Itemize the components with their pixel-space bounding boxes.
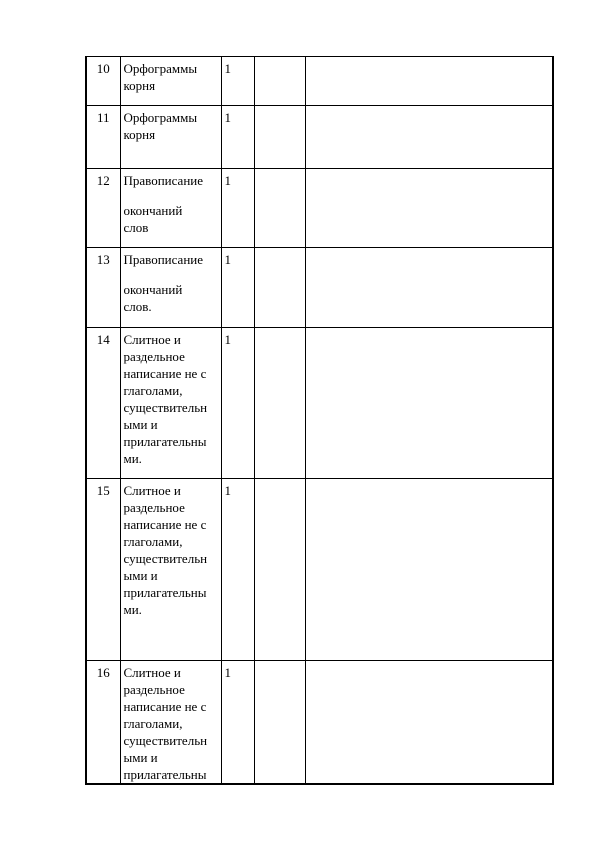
lesson-number-cell: 11 (86, 106, 120, 169)
lesson-note-cell (305, 169, 553, 248)
lesson-number-cell: 15 (86, 479, 120, 661)
lesson-hours-cell: 1 (221, 661, 254, 785)
lesson-hours-cell: 1 (221, 328, 254, 479)
lesson-date-cell (254, 248, 305, 328)
lesson-topic-cell (120, 328, 221, 479)
lesson-date-cell (254, 479, 305, 661)
lesson-note-cell (305, 57, 553, 106)
lesson-hours-cell: 1 (221, 169, 254, 248)
lesson-topic-cell (120, 169, 221, 248)
lesson-topic-line: написание не с (123, 517, 207, 532)
lesson-topic-line: ми. (123, 602, 142, 617)
lesson-note-cell (305, 328, 553, 479)
lesson-topic-line: корня (123, 78, 156, 93)
lesson-topic-line: прилагательны (123, 767, 207, 782)
lesson-topic-line: слов (123, 220, 149, 235)
lesson-topic-cell (120, 106, 221, 169)
table-row (86, 248, 553, 328)
lesson-plan-body (86, 57, 553, 785)
table-row (86, 661, 553, 785)
lesson-note-cell (305, 106, 553, 169)
table-row (86, 106, 553, 169)
lesson-date-cell (254, 328, 305, 479)
lesson-topic-line: слов. (123, 299, 152, 314)
lesson-number-cell: 12 (86, 169, 120, 248)
lesson-date-cell (254, 106, 305, 169)
lesson-topic-line: Слитное и (123, 665, 181, 680)
lesson-hours-cell: 1 (221, 248, 254, 328)
lesson-topic-line: прилагательны (123, 434, 207, 449)
lesson-topic-line: раздельное (123, 349, 185, 364)
lesson-topic-line: раздельное (123, 500, 185, 515)
lesson-topic-line: Слитное и (123, 332, 181, 347)
lesson-number-cell: 16 (86, 661, 120, 785)
lesson-topic-line: Орфограммы (123, 61, 198, 76)
lesson-topic-line: окончаний (123, 203, 183, 218)
table-row (86, 479, 553, 661)
lesson-topic-cell (120, 661, 221, 785)
lesson-topic-line: ыми и (123, 750, 158, 765)
lesson-topic-line: существительн (123, 733, 208, 748)
lesson-topic-line: Правописание (123, 252, 204, 267)
lesson-date-cell (254, 57, 305, 106)
lesson-topic-line: существительн (123, 551, 208, 566)
lesson-note-cell (305, 661, 553, 785)
lesson-note-cell (305, 248, 553, 328)
lesson-number-cell: 14 (86, 328, 120, 479)
lesson-topic-cell (120, 248, 221, 328)
lesson-topic-line: глаголами, (123, 534, 183, 549)
table-row (86, 328, 553, 479)
lesson-topic-line: корня (123, 127, 156, 142)
lesson-topic-line: написание не с (123, 699, 207, 714)
lesson-number-cell: 13 (86, 248, 120, 328)
lesson-topic-line: раздельное (123, 682, 185, 697)
lesson-topic-line: Правописание (123, 173, 204, 188)
lesson-date-cell (254, 661, 305, 785)
lesson-note-cell (305, 479, 553, 661)
lesson-hours-cell: 1 (221, 57, 254, 106)
lesson-topic-line: написание не с (123, 366, 207, 381)
lesson-topic-line: окончаний (123, 282, 183, 297)
table-row (86, 57, 553, 106)
lesson-number-cell: 10 (86, 57, 120, 106)
lesson-topic-line: глаголами, (123, 383, 183, 398)
lesson-topic-line: ыми и (123, 417, 158, 432)
lesson-topic-line: ыми и (123, 568, 158, 583)
table-row (86, 169, 553, 248)
lesson-date-cell (254, 169, 305, 248)
lesson-topic-line: Орфограммы (123, 110, 198, 125)
lesson-topic-line: глаголами, (123, 716, 183, 731)
lesson-topic-line: прилагательны (123, 585, 207, 600)
lesson-hours-cell: 1 (221, 106, 254, 169)
lesson-topic-cell (120, 57, 221, 106)
lesson-topic-line: ми. (123, 451, 142, 466)
lesson-hours-cell: 1 (221, 479, 254, 661)
lesson-topic-line: существительн (123, 400, 208, 415)
lesson-plan-table (85, 56, 554, 785)
lesson-topic-cell (120, 479, 221, 661)
lesson-topic-line: Слитное и (123, 483, 181, 498)
